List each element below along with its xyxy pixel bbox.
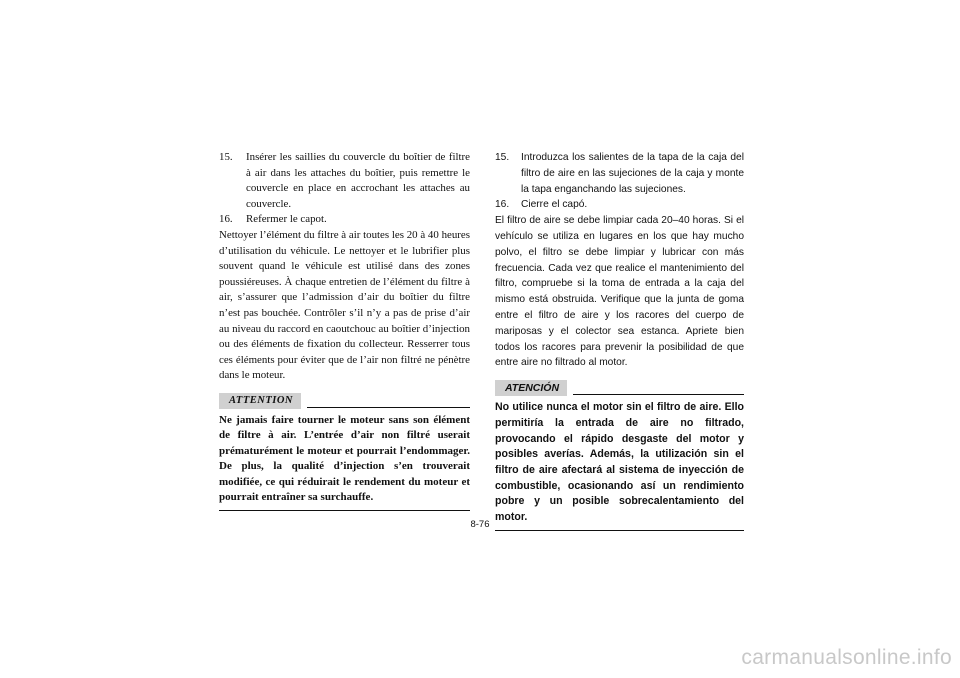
es-caution-label: ATENCIÓN (495, 380, 567, 396)
es-caution-top-rule (573, 394, 744, 395)
es-step-16-text: Cierre el capó. (521, 199, 588, 211)
es-caution-header (495, 379, 744, 396)
es-step-15-number: 15. (495, 152, 510, 163)
spanish-column (495, 150, 744, 531)
fr-caution-label: ATTENTION (219, 393, 301, 409)
fr-caution-header (219, 392, 470, 409)
fr-step-16-number: 16. (219, 213, 233, 226)
es-step-16 (495, 197, 744, 213)
fr-caution-text: Ne jamais faire tourner le moteur sans son élément de filtre à air. L’entrée d’air non filtré userait prématurément le moteur et pourrait l’endommager. De plus, la qualité d’injection s’en trouverait modifiée, ce qui réduirait le rendement du moteur et pourrait entraîner sa surchauffe. (219, 413, 470, 504)
fr-step-15-number: 15. (219, 151, 233, 163)
es-maintenance-paragraph: El filtro de aire se debe limpiar cada 20–40 horas. Si el vehículo se utiliza en lugares en los que hay mucho polvo, el filtro se debe limpiar y lubricar con más frecuencia. Cada vez que realice el mantenimiento del filtro, compruebe si la toma de entrada a la caja del mismo está obstruida. Verifique que la junta de goma entre el filtro de aire y los racores del cuerpo de mariposas y el colector sea estanca. Apriete bien todos los racores para prevenir la posibilidad de que entre aire no filtrado al motor. (495, 215, 744, 369)
fr-step-15 (219, 150, 470, 212)
fr-caution-bottom-rule (219, 510, 470, 511)
fr-step-15-text: Insérer les saillies du couvercle du boîtier de filtre à air dans les attaches du boîtier, puis remettre le couvercle en place en accrochant les attaches au couvercle. (246, 151, 470, 210)
es-step-15 (495, 150, 744, 197)
fr-maintenance-paragraph: Nettoyer l’élément du filtre à air toutes les 20 à 40 heures d’utilisation du véhicule. Le nettoyer et le lubrifier plus souvent quand le véhicule est utilisé dans des zones poussiéreuses. À chaque entretien de l’élément du filtre à air, s’assurer que l’admission d’air du boîtier du filtre n’est pas bouchée. Contrôler s’il n’y a pas de prise d’air au niveau du raccord en caoutchouc au boîtier d’injection ou des éléments de fixation du collecteur. Resserrer tous ces éléments pour éviter que de l’air non filtré ne pénètre dans le moteur. (219, 228, 470, 382)
watermark: carmanualsonline.info (741, 646, 952, 669)
es-caution-box (495, 379, 744, 531)
es-caution-text: No utilice nunca el motor sin el filtro de aire. Ello permitiría la entrada de aire no filtrado, provocando el rápido desgaste del motor y posibles averías. Además, la utilización sin el filtro de aire afectará al sistema de inyección de combustible, ocasionando así un rendimiento pobre y un posible sobrecalentamiento del motor. (495, 401, 744, 524)
french-column (219, 150, 470, 511)
es-step-15-text: Introduzca los salientes de la tapa de la caja del filtro de aire en las sujeciones de la caja y monte la tapa enganchando las sujeciones. (521, 152, 744, 195)
es-step-16-number: 16. (495, 199, 510, 211)
fr-caution-box (219, 392, 470, 511)
fr-step-16-text: Refermer le capot. (246, 213, 327, 226)
fr-step-16 (219, 212, 470, 228)
page-number: 8-76 (470, 519, 490, 530)
fr-caution-top-rule (307, 407, 470, 408)
